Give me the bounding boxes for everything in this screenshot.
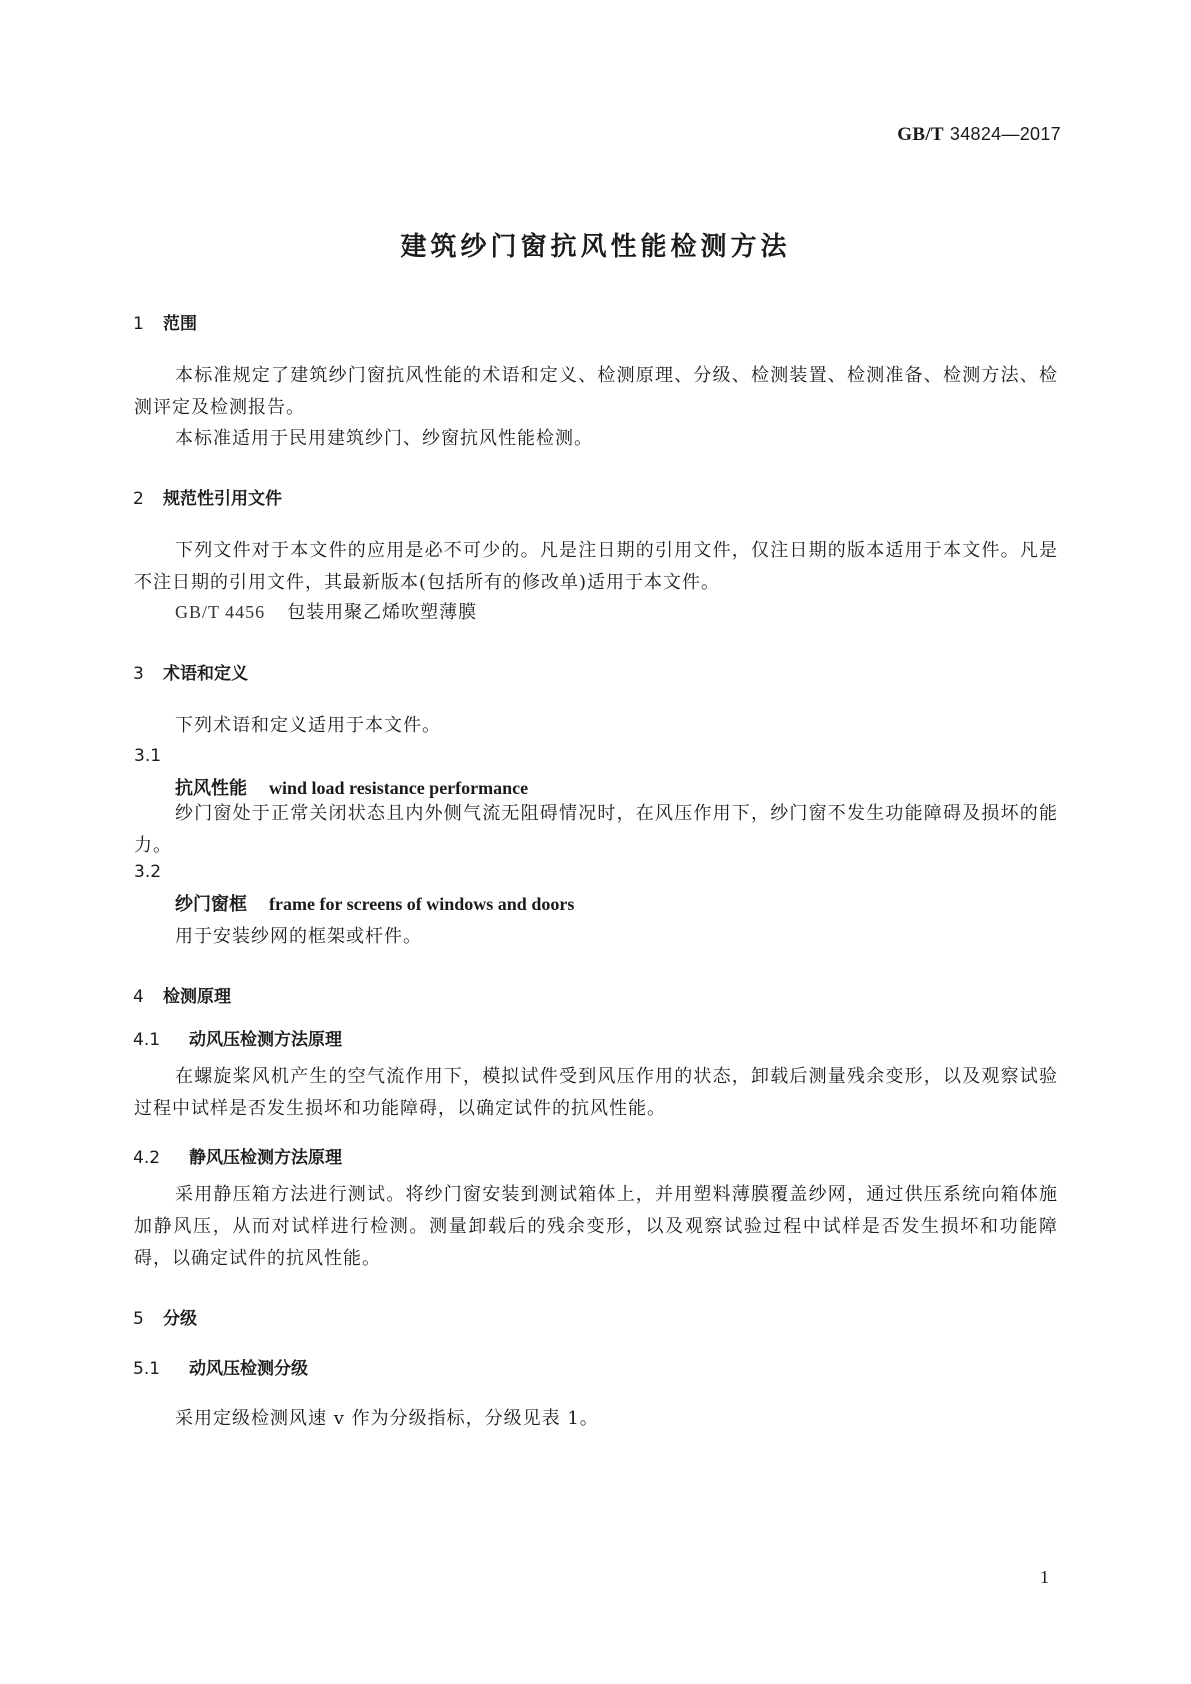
reference-name: 包装用聚乙烯吹塑薄膜 [287, 602, 478, 623]
section-1-paragraph-2: 本标准适用于民用建筑纱门、纱窗抗风性能检测。 [175, 428, 593, 449]
term-3-1-number: 3.1 [134, 746, 162, 766]
section-title: 术语和定义 [163, 664, 248, 684]
section-title: 分级 [163, 1309, 197, 1329]
section-1-heading [133, 309, 197, 334]
term-3-1-title [175, 774, 528, 800]
term-english: frame for screens of windows and doors [269, 894, 575, 914]
subsection-4-1-paragraph: 在螺旋桨风机产生的空气流作用下，模拟试件受到风压作用的状态，卸载后测量残余变形，以及观察试验过程中试样是否发生损坏和功能障碍，以确定试件的抗风性能。 [134, 1066, 1058, 1119]
term-3-1-definition: 纱门窗处于正常关闭状态且内外侧气流无阻碍情况时，在风压作用下，纱门窗不发生功能障碍及损坏的能力。 [134, 803, 1058, 856]
section-2-paragraph-1: 下列文件对于本文件的应用是必不可少的。凡是注日期的引用文件，仅注日期的版本适用于本文件。凡是不注日期的引用文件，其最新版本(包括所有的修改单)适用于本文件。 [134, 540, 1058, 593]
section-1-paragraph-1: 本标准规定了建筑纱门窗抗风性能的术语和定义、检测原理、分级、检测装置、检测准备、检测方法、检测评定及检测报告。 [134, 365, 1058, 418]
subsection-5-1-paragraph: 采用定级检测风速 v 作为分级指标，分级见表 1。 [175, 1408, 599, 1429]
page-number: 1 [1040, 1567, 1049, 1587]
standard-prefix: GB/T [897, 124, 944, 145]
section-4-heading [133, 982, 231, 1007]
section-title: 规范性引用文件 [163, 489, 282, 509]
section-title: 范围 [163, 314, 197, 334]
subsection-5-1-heading [133, 1354, 308, 1379]
section-3-intro: 下列术语和定义适用于本文件。 [175, 715, 441, 736]
section-number: 2 [133, 489, 144, 509]
subsection-number: 4.2 [133, 1148, 161, 1168]
standard-code: 34824—2017 [949, 124, 1061, 144]
section-2-heading [133, 484, 282, 509]
subsection-title: 动风压检测分级 [189, 1359, 308, 1379]
subsection-4-2-paragraph: 采用静压箱方法进行测试。将纱门窗安装到测试箱体上，并用塑料薄膜覆盖纱网，通过供压系统向箱体施加静风压，从而对试样进行检测。测量卸载后的残余变形，以及观察试验过程中试样是否发生损坏和功能障碍，以确定试件的抗风性能。 [134, 1184, 1058, 1269]
standard-number [897, 124, 1061, 146]
term-chinese: 纱门窗框 [175, 894, 247, 915]
subsection-number: 5.1 [133, 1359, 161, 1379]
section-3-heading [133, 659, 248, 684]
term-3-2-title [175, 890, 574, 916]
subsection-title: 静风压检测方法原理 [189, 1148, 342, 1168]
term-english: wind load resistance performance [269, 778, 529, 798]
section-5-heading [133, 1304, 197, 1329]
subsection-title: 动风压检测方法原理 [189, 1030, 342, 1050]
section-number: 4 [133, 987, 144, 1007]
section-number: 3 [133, 664, 144, 684]
term-3-2-number: 3.2 [134, 862, 162, 882]
document-title: 建筑纱门窗抗风性能检测方法 [400, 232, 791, 262]
subsection-4-2-heading [133, 1143, 342, 1168]
normative-reference [175, 598, 477, 624]
section-title: 检测原理 [163, 987, 231, 1007]
reference-code: GB/T 4456 [175, 602, 266, 622]
section-number: 1 [133, 314, 144, 334]
section-number: 5 [133, 1309, 144, 1329]
subsection-4-1-heading [133, 1025, 342, 1050]
subsection-number: 4.1 [133, 1030, 161, 1050]
term-3-2-definition: 用于安装纱网的框架或杆件。 [175, 926, 422, 947]
term-chinese: 抗风性能 [175, 778, 247, 799]
